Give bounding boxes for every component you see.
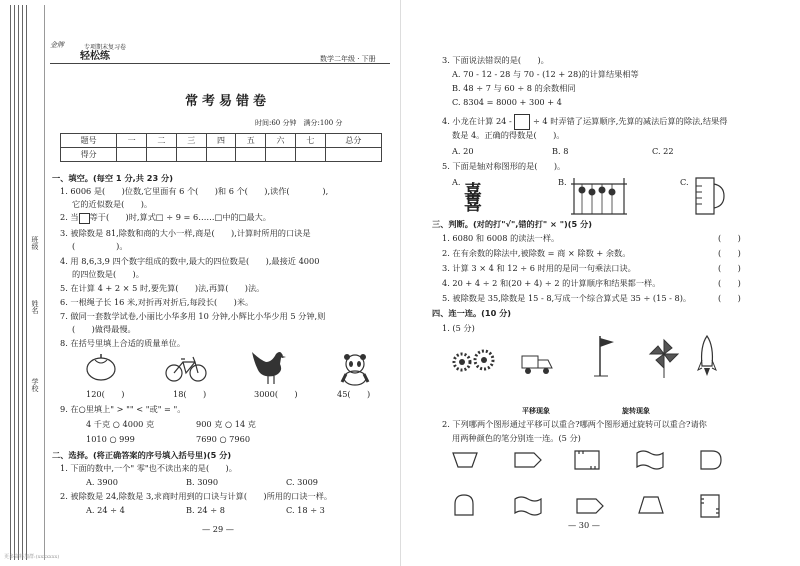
- section-2-title: 二、选择。(将正确答案的序号填入括号里)(5 分): [52, 450, 232, 460]
- section-1-title: 一、填空。(每空 1 分,共 23 分): [52, 173, 173, 183]
- brand-subtitle: 专项期末复习卷: [84, 44, 127, 51]
- score-cell[interactable]: [236, 148, 266, 162]
- running-header: 数学二年级 · 下册: [320, 55, 376, 63]
- q2-line: [60, 212, 271, 224]
- score-header: 七: [295, 134, 325, 148]
- shape-d-rotated-icon[interactable]: [454, 494, 474, 516]
- q5-line: 5. 在计算 4 + 2 × 5 时,要先算( )法,再算( )法。: [60, 283, 265, 293]
- watermark: 更多资料加群:(xxxxxxx): [4, 554, 60, 560]
- label-translation: 平移现象: [522, 406, 550, 415]
- score-header: 一: [117, 134, 147, 148]
- judge-item: 5. 被除数是 35,除数是 15 - 8,写成一个综合算式是 35 ÷ (15 - 8)。: [442, 293, 692, 303]
- shape-wave-flag-2-icon[interactable]: [514, 496, 542, 516]
- s2q4-line1: [442, 114, 727, 130]
- section-3-title: 三、判断。(对的打"√",错的打" × ")(5 分): [432, 219, 592, 229]
- s2q2-line: 2. 被除数是 24,除数是 3,求商时用到的口诀与计算( )所用的口诀一样。: [60, 491, 333, 501]
- q1-line1: 1. 6006 是( )位数,它里面有 6 个( )和 6 个( ),读作( ),: [60, 186, 329, 196]
- s2q2-option: B. 24 ÷ 8: [186, 505, 225, 515]
- q4-line1: 4. 用 8,6,3,9 四个数字组成的数中,最大的四位数是( ),最接近 4000: [60, 256, 320, 266]
- score-table: [60, 133, 382, 162]
- spiral-binding: [0, 0, 45, 566]
- s2q4-option: C. 22: [652, 146, 674, 156]
- shape-arrow-pentagon-icon[interactable]: [514, 452, 542, 468]
- q8-item-panda: 45( ): [337, 389, 371, 399]
- q3-line2: ( )。: [72, 241, 128, 251]
- q2-rest: 等于( )时,算式□ ÷ 9 = 6……□中的□最大。: [89, 212, 271, 222]
- q8-item-rooster: 3000( ): [254, 389, 298, 399]
- s4q1-line: 1. (5 分): [442, 323, 475, 333]
- s2q4-prefix: 4. 小龙在计算 24 -: [442, 116, 512, 126]
- time-info: 时间:60 分钟 满分:100 分: [255, 119, 343, 127]
- double-happiness-glyph: 喜喜: [461, 182, 482, 206]
- s2q4-option: A. 20: [452, 146, 474, 156]
- label-rotation: 旋转现象: [622, 406, 650, 415]
- score-header: 题号: [61, 134, 117, 148]
- judge-answer[interactable]: ( ): [718, 233, 741, 243]
- score-cell[interactable]: [325, 148, 381, 162]
- q1-line2: 它的近似数是( )。: [72, 199, 153, 209]
- s2q5-label-c: C.: [680, 177, 689, 187]
- score-header: 五: [236, 134, 266, 148]
- q9-item: 900 克 ○ 14 克: [196, 419, 256, 429]
- q7-line1: 7. 做同一套数学试卷,小丽比小华多用 10 分钟,小辉比小华少用 5 分钟,则: [60, 311, 326, 321]
- score-cell[interactable]: [266, 148, 296, 162]
- s2q4-line2: 数是 4。正确的得数是( )。: [452, 130, 565, 140]
- score-cell[interactable]: [176, 148, 206, 162]
- s2q3-option: C. 8304 = 8000 + 300 + 4: [452, 97, 562, 107]
- shape-trapezoid-2-icon[interactable]: [638, 496, 664, 514]
- s2q2-option: A. 24 ÷ 4: [86, 505, 125, 515]
- shape-d-icon[interactable]: [700, 450, 722, 470]
- shape-arrow-pentagon-2-icon[interactable]: [576, 498, 604, 514]
- rooster-icon: [250, 348, 290, 386]
- score-header: 三: [176, 134, 206, 148]
- blank-box: [514, 114, 530, 130]
- side-label-name: 姓名: [31, 300, 39, 314]
- judge-answer[interactable]: ( ): [718, 278, 741, 288]
- s2q4-option: B. 8: [552, 146, 569, 156]
- s2q2-option: C. 18 ÷ 3: [286, 505, 325, 515]
- gears-icon: [450, 348, 500, 376]
- pinwheel-icon: [648, 338, 680, 378]
- score-header: 总分: [325, 134, 381, 148]
- toy-truck-icon: [518, 350, 558, 376]
- s2q1-line: 1. 下面的数中,一个" 零"也不读出来的是( )。: [60, 463, 237, 473]
- score-row-label: 得分: [61, 148, 117, 162]
- score-header: 六: [266, 134, 296, 148]
- q4-line2: 的四位数是( )。: [72, 269, 144, 279]
- score-cell[interactable]: [295, 148, 325, 162]
- s4q2-line1: 2. 下列哪两个图形通过平移可以重合?哪两个图形通过旋转可以重合?请你: [442, 419, 707, 429]
- score-header: 四: [206, 134, 236, 148]
- page-number: — 29 —: [202, 524, 234, 534]
- section-4-title: 四、连一连。(10 分): [432, 308, 512, 318]
- shape-trapezoid-icon[interactable]: [452, 452, 478, 468]
- judge-answer[interactable]: ( ): [718, 293, 741, 303]
- page-title: 常考易错卷: [185, 94, 271, 109]
- s2q5-label-b: B.: [558, 177, 567, 187]
- s4q2-line2: 用两种颜色的笔分别连一连。(5 分): [452, 433, 581, 443]
- q8-item-pumpkin: 120( ): [86, 389, 125, 399]
- s2q4-rest: ÷ 4 时弄错了运算顺序,先算的减法后算的除法,结果得: [532, 116, 728, 126]
- side-label-school: 学校: [31, 378, 39, 392]
- s2q1-option: B. 3090: [186, 477, 219, 487]
- page-number: — 30 —: [568, 520, 600, 530]
- q9-item: 1010 ○ 999: [86, 434, 135, 444]
- score-cell[interactable]: [147, 148, 177, 162]
- s2q3-option: B. 48 ÷ 7 与 60 ÷ 8 的余数相同: [452, 83, 576, 93]
- score-cell[interactable]: [117, 148, 147, 162]
- s2q5-line: 5. 下面是轴对称图形的是( )。: [442, 161, 566, 171]
- pumpkin-icon: [85, 352, 117, 382]
- bicycle-icon: [165, 354, 207, 382]
- shape-notched-rect-icon[interactable]: [574, 450, 600, 470]
- s2q5-label-a: A.: [452, 177, 461, 187]
- q9-item: 4 千克 ○ 4000 克: [86, 419, 155, 429]
- s2q1-option: C. 3009: [286, 477, 319, 487]
- q8-line: 8. 在括号里填上合适的质量单位。: [60, 338, 186, 348]
- q6-line: 6. 一根绳子长 16 米,对折再对折后,每段长( )米。: [60, 297, 254, 307]
- shape-wave-flag-icon[interactable]: [636, 450, 664, 470]
- shape-notched-rect-2-icon[interactable]: [700, 494, 720, 518]
- judge-answer[interactable]: ( ): [718, 248, 741, 258]
- brand-name: 轻松练: [80, 51, 110, 62]
- q8-item-bicycle: 18( ): [173, 389, 207, 399]
- score-header: 二: [147, 134, 177, 148]
- blank-box: [79, 213, 90, 224]
- rocket-icon: [696, 334, 718, 378]
- judge-item: 1. 6080 和 6008 的读法一样。: [442, 233, 560, 243]
- q2-prefix: 2. 当: [60, 212, 79, 222]
- s2q1-option: A. 3900: [86, 477, 118, 487]
- q7-line2: ( )做得最慢。: [72, 324, 136, 334]
- side-label-class: 班级: [31, 236, 39, 250]
- s2q3-option: A. 70 - 12 - 28 与 70 - (12 + 28)的计算结果相等: [452, 69, 639, 79]
- panda-icon: [338, 352, 372, 386]
- brand-badge: 金牌: [50, 41, 64, 49]
- judge-answer[interactable]: ( ): [718, 263, 741, 273]
- judge-item: 4. 20 + 4 ÷ 2 和(20 + 4) ÷ 2 的计算顺序和结果都一样。: [442, 278, 661, 288]
- q9-item: 7690 ○ 7960: [196, 434, 251, 444]
- s2q3-line: 3. 下面说法错误的是( )。: [442, 55, 549, 65]
- measuring-cup-icon: [692, 176, 726, 216]
- abacus-icon: [570, 176, 628, 216]
- q3-line1: 3. 被除数是 81,除数和商的大小一样,商是( ),计算时所用的口诀是: [60, 228, 311, 238]
- judge-item: 3. 计算 3 × 4 和 12 ÷ 6 时用的是同一句乘法口诀。: [442, 263, 636, 273]
- judge-item: 2. 在有余数的除法中,被除数 = 商 × 除数 + 余数。: [442, 248, 631, 258]
- q9-line: 9. 在○里填上" > "" < "或" = "。: [60, 404, 186, 414]
- score-cell[interactable]: [206, 148, 236, 162]
- flag-icon: [592, 334, 618, 378]
